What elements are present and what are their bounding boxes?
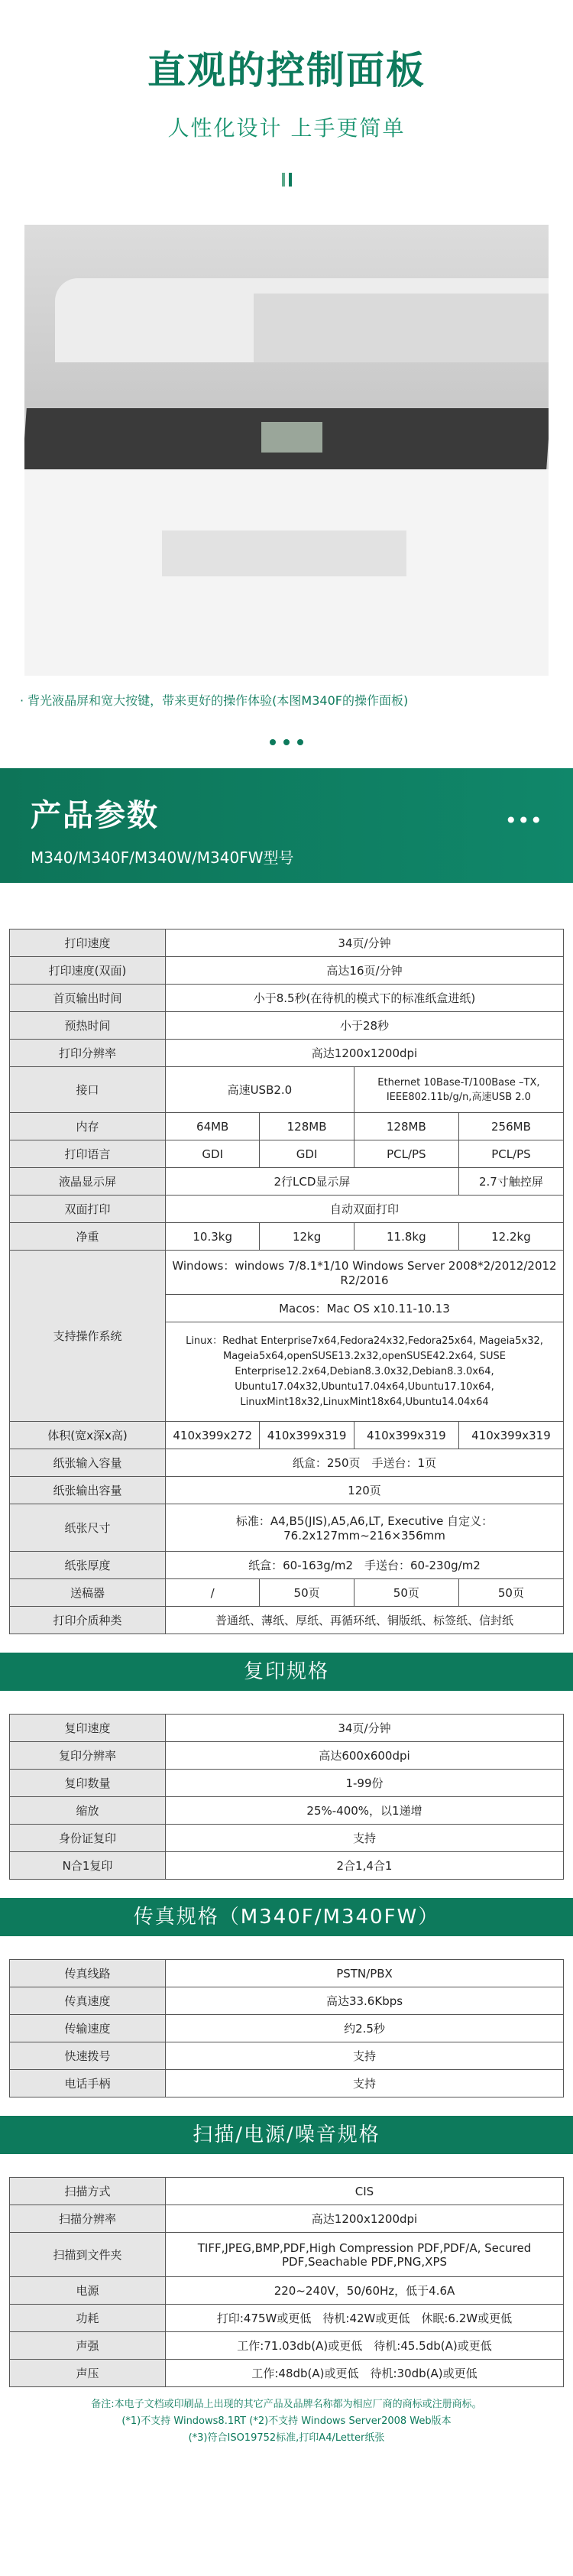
table-row: 传真速度 高达33.6Kbps <box>10 1987 564 2015</box>
table-row: 打印速度(双面) 高达16页/分钟 <box>10 957 564 985</box>
decor-dots <box>0 739 573 745</box>
table-row: 传真线路 PSTN/PBX <box>10 1960 564 1987</box>
table-row: 双面打印 自动双面打印 <box>10 1196 564 1223</box>
table-row: 打印介质种类 普通纸、薄纸、厚纸、再循环纸、铜版纸、标签纸、信封纸 <box>10 1607 564 1634</box>
table-row: Macos：Mac OS x10.11-10.13 <box>10 1295 564 1322</box>
table-row: 传输速度 约2.5秒 <box>10 2015 564 2042</box>
table-row: 身份证复印 支持 <box>10 1825 564 1852</box>
fax-table <box>9 1959 564 2097</box>
footnote: 备注:本电子文档或印刷品上出现的其它产品及品牌名称都为相应厂商的商标或注册商标。 (*1)不支持 Windows8.1RT (*2)不支持 Windows Server2008 Web版本 (*3)符合ISO19752标准,打印A4/Letter纸张 <box>91 2399 482 2444</box>
spec-models: M340/M340F/M340W/M340FW型号 <box>31 848 294 867</box>
table-row: N合1复印 2合1,4合1 <box>10 1852 564 1880</box>
more-icon: ••• <box>504 808 542 833</box>
table-row: 复印数量 1-99份 <box>10 1770 564 1797</box>
table-row: 声压 工作:48db(A)或更低 待机:30db(A)或更低 <box>10 2360 564 2387</box>
table-row: 声强 工作:71.03db(A)或更低 待机:45.5db(A)或更低 <box>10 2332 564 2360</box>
scan-table <box>9 2177 564 2387</box>
table-row: 内存 64MB 128MB 128MB 256MB <box>10 1113 564 1140</box>
table-row: 预热时间 小于28秒 <box>10 1012 564 1040</box>
hero-title: 直观的控制面板 <box>147 48 426 92</box>
photo-caption: · 背光液晶屏和宽大按键，带来更好的操作体验(本图M340F的操作面板) <box>20 693 409 708</box>
table-row: 体积(宽x深x高) 410x399x272 410x399x319 410x399x319 410x399x319 <box>10 1422 564 1449</box>
printer-panel-photo <box>24 225 549 676</box>
table-row: 电话手柄 支持 <box>10 2070 564 2097</box>
hero-subtitle: 人性化设计 上手更简单 <box>167 115 406 141</box>
copy-section-title: 复印规格 <box>0 1653 573 1691</box>
decor-bars <box>0 173 573 187</box>
spec-title: 产品参数 <box>31 798 159 833</box>
table-row: 纸张输入容量 纸盒：250页 手送台：1页 <box>10 1449 564 1477</box>
table-row: 打印速度 34页/分钟 <box>10 930 564 957</box>
table-row: 接口 高速USB2.0 Ethernet 10Base-T/100Base –TX, IEEE802.11b/g/n,高速USB 2.0 <box>10 1067 564 1113</box>
table-row: 打印语言 GDI GDI PCL/PS PCL/PS <box>10 1140 564 1168</box>
table-row: 功耗 打印:475W或更低 待机:42W或更低 休眠:6.2W或更低 <box>10 2305 564 2332</box>
table-row: 扫描方式 CIS <box>10 2178 564 2205</box>
table-row: Linux：Redhat Enterprise7x64,Fedora24x32,Fedora25x64, Mageia5x32, Mageia5x64,openSUSE13.2x32,openSUSE42.2x64, SUSE Enterprise12.2x64,Debian8.3.0x32,Debian8.3.0x64, Ubuntu17.04x32,Ubuntu17.04x64,Ubuntu17.10x64, LinuxMint18x32,LinuxMint18x64,Ubuntu14.04x64 <box>10 1322 564 1422</box>
table-row: 净重 10.3kg 12kg 11.8kg 12.2kg <box>10 1223 564 1251</box>
table-row: 纸张尺寸 标准：A4,B5(JIS),A5,A6,LT, Executive 自定义：76.2x127mm~216×356mm <box>10 1504 564 1552</box>
scan-section-title: 扫描/电源/噪音规格 <box>0 2116 573 2154</box>
table-row: 复印速度 34页/分钟 <box>10 1715 564 1742</box>
table-row: 首页输出时间 小于8.5秒(在待机的模式下的标准纸盒进纸) <box>10 985 564 1012</box>
copy-table <box>9 1714 564 1880</box>
table-row: 支持操作系统 Windows：windows 7/8.1*1/10 Windows Server 2008*2/2012/2012 R2/2016 <box>10 1251 564 1295</box>
table-row: 液晶显示屏 2行LCD显示屏 2.7寸触控屏 <box>10 1168 564 1196</box>
table-row: 电源 220~240V，50/60Hz，低于4.6A <box>10 2277 564 2305</box>
spec-table <box>9 929 564 1634</box>
table-row: 打印分辨率 高达1200x1200dpi <box>10 1040 564 1067</box>
table-row: 复印分辨率 高达600x600dpi <box>10 1742 564 1770</box>
fax-section-title: 传真规格（M340F/M340FW） <box>0 1898 573 1936</box>
table-row: 快速拨号 支持 <box>10 2042 564 2070</box>
table-row: 扫描分辨率 高达1200x1200dpi <box>10 2205 564 2233</box>
table-row: 纸张厚度 纸盒：60-163g/m2 手送台：60-230g/m2 <box>10 1552 564 1579</box>
spec-banner <box>0 768 573 883</box>
table-row: 缩放 25%-400%，以1递增 <box>10 1797 564 1825</box>
table-row: 扫描到文件夹 TIFF,JPEG,BMP,PDF,High Compression PDF,PDF/A, Secured PDF,Seachable PDF,PNG,XPS <box>10 2233 564 2277</box>
hero-section <box>0 0 573 768</box>
table-row: 送稿器 / 50页 50页 50页 <box>10 1579 564 1607</box>
table-row: 纸张输出容量 120页 <box>10 1477 564 1504</box>
